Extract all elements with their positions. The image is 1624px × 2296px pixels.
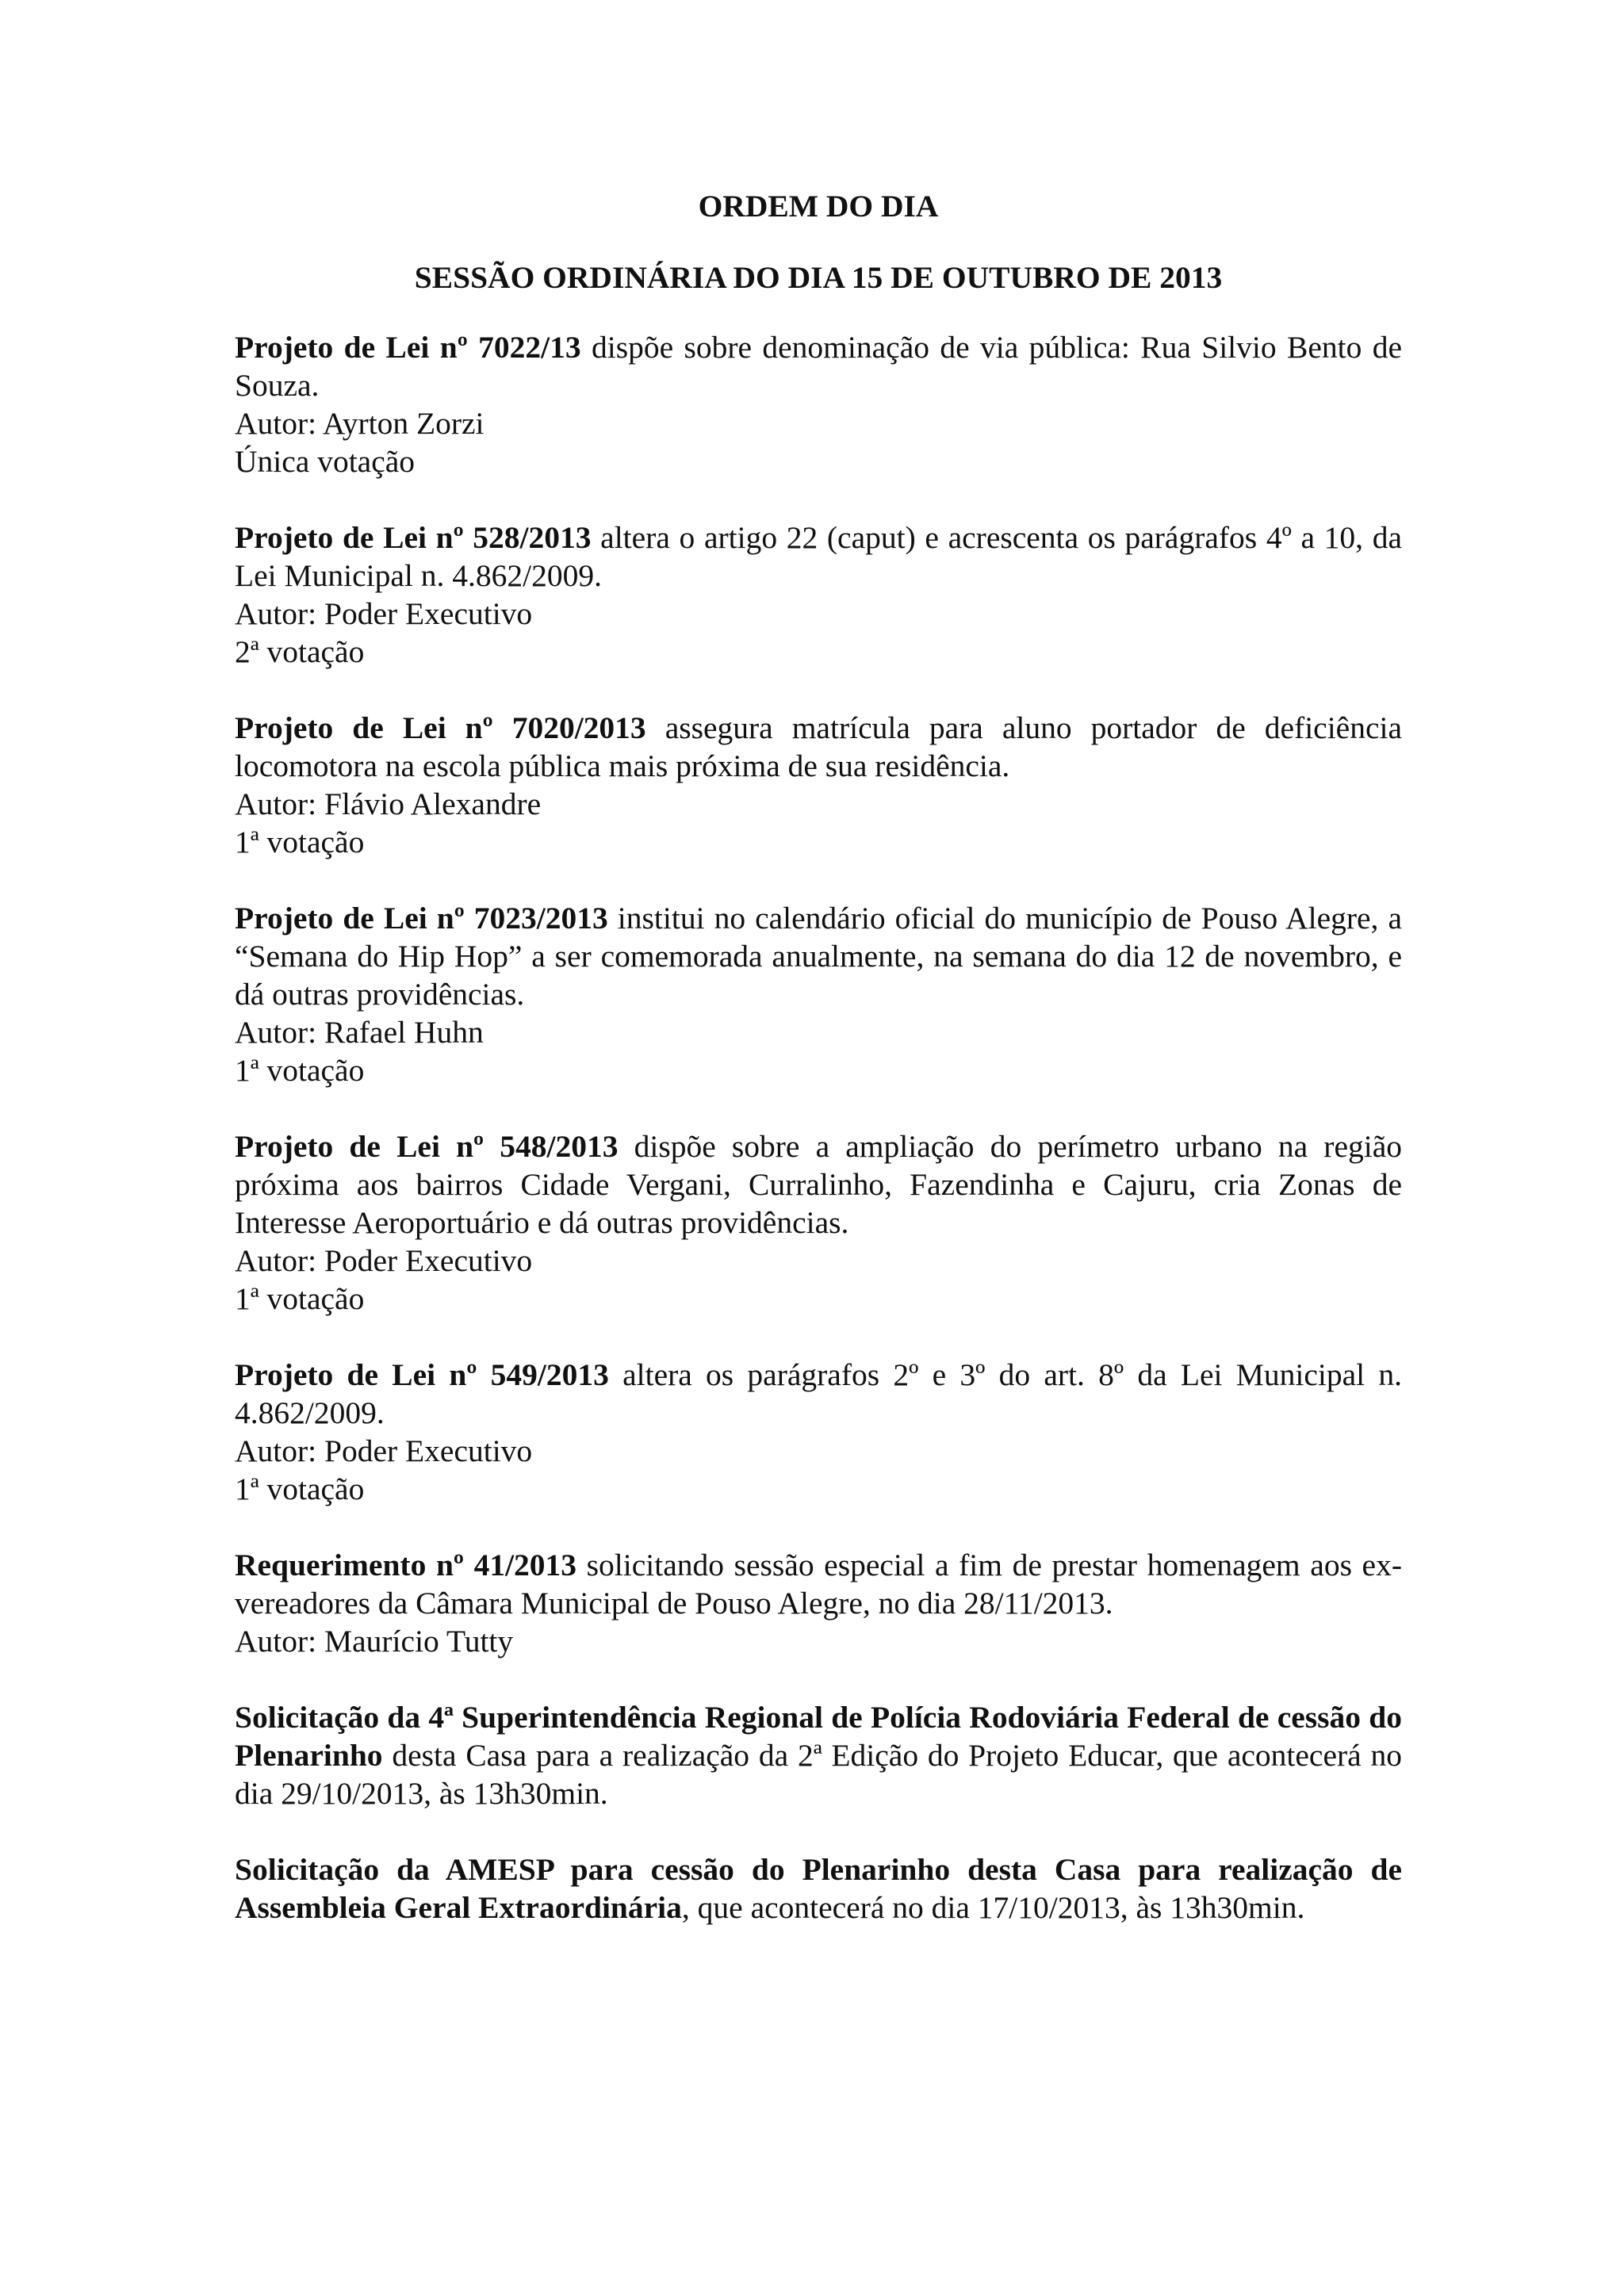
item-text: assegura matrícula para aluno portador de deficiência locomotora na escola pública mais próxima de sua residência.	[235, 710, 1402, 783]
agenda-item	[235, 709, 1402, 861]
item-description	[235, 709, 1402, 785]
item-vote: 1ª votação	[235, 1053, 365, 1088]
item-text: solicitando sessão especial a fim de prestar homenagem aos ex-vereadores da Câmara Municipal de Pouso Alegre, no dia 28/11/2013.	[235, 1548, 1402, 1621]
item-heading: Requerimento nº 41/2013	[235, 1548, 577, 1582]
item-description	[235, 899, 1402, 1013]
agenda-item	[235, 1356, 1402, 1508]
item-description	[235, 1127, 1402, 1242]
item-heading: Projeto de Lei nº 7023/2013	[235, 901, 608, 936]
item-description	[235, 1546, 1402, 1622]
document-title: ORDEM DO DIA	[698, 189, 939, 224]
agenda-item	[235, 1698, 1402, 1812]
item-heading: Projeto de Lei nº 528/2013	[235, 520, 592, 555]
document-subtitle: SESSÃO ORDINÁRIA DO DIA 15 DE OUTUBRO DE 2013	[414, 260, 1223, 295]
agenda-item	[235, 899, 1402, 1089]
item-heading: Projeto de Lei nº 7022/13	[235, 330, 581, 365]
item-text: , que acontecerá no dia 17/10/2013, às 13h30min.	[681, 1890, 1305, 1925]
item-vote: 1ª votação	[235, 1471, 365, 1506]
item-description	[235, 1698, 1402, 1812]
item-vote: 1ª votação	[235, 1281, 365, 1316]
document-page	[235, 187, 1402, 1965]
item-text: desta Casa para a realização da 2ª Edição do Projeto Educar, que acontecerá no dia 29/10/2013, às 13h30min.	[235, 1738, 1402, 1811]
item-text: institui no calendário oficial do município de Pouso Alegre, a “Semana do Hip Hop” a ser comemorada anualmente, na semana do dia 12 de novembro, e dá outras providências.	[235, 901, 1402, 1012]
agenda-item	[235, 1127, 1402, 1318]
item-text: altera o artigo 22 (caput) e acrescenta os parágrafos 4º a 10, da Lei Municipal n. 4.862/2009.	[235, 520, 1402, 593]
item-author: Autor: Maurício Tutty	[235, 1624, 514, 1659]
item-author: Autor: Ayrton Zorzi	[235, 406, 485, 441]
agenda-item	[235, 519, 1402, 671]
item-author: Autor: Poder Executivo	[235, 1433, 533, 1468]
item-heading: Solicitação da 4ª Superintendência Regional de Polícia Rodoviária Federal de cessão do Plenarinho	[235, 1700, 1402, 1773]
item-vote: 2ª votação	[235, 634, 365, 669]
item-heading: Projeto de Lei nº 7020/2013	[235, 710, 646, 745]
item-text: dispõe sobre a ampliação do perímetro urbano na região próxima aos bairros Cidade Vergani, Curralinho, Fazendinha e Cajuru, cria Zonas de Interesse Aeroportuário e dá outras providências.	[235, 1129, 1402, 1240]
agenda-item	[235, 328, 1402, 480]
item-description	[235, 1356, 1402, 1432]
item-vote: Única votação	[235, 444, 416, 479]
item-heading: Solicitação da AMESP para cessão do Plenarinho desta Casa para realização de Assembleia Geral Extraordinária	[235, 1852, 1402, 1925]
item-author: Autor: Flávio Alexandre	[235, 786, 542, 821]
item-author: Autor: Poder Executivo	[235, 596, 533, 631]
item-author: Autor: Poder Executivo	[235, 1243, 533, 1278]
item-description	[235, 1850, 1402, 1927]
item-text: altera os parágrafos 2º e 3º do art. 8º da Lei Municipal n. 4.862/2009.	[235, 1357, 1402, 1430]
agenda-item	[235, 1850, 1402, 1927]
item-heading: Projeto de Lei nº 549/2013	[235, 1357, 609, 1392]
item-vote: 1ª votação	[235, 825, 365, 859]
item-description	[235, 328, 1402, 404]
agenda-item	[235, 1546, 1402, 1660]
item-description	[235, 519, 1402, 595]
item-heading: Projeto de Lei nº 548/2013	[235, 1129, 619, 1164]
item-text: dispõe sobre denominação de via pública: Rua Silvio Bento de Souza.	[235, 330, 1402, 403]
item-author: Autor: Rafael Huhn	[235, 1015, 484, 1050]
